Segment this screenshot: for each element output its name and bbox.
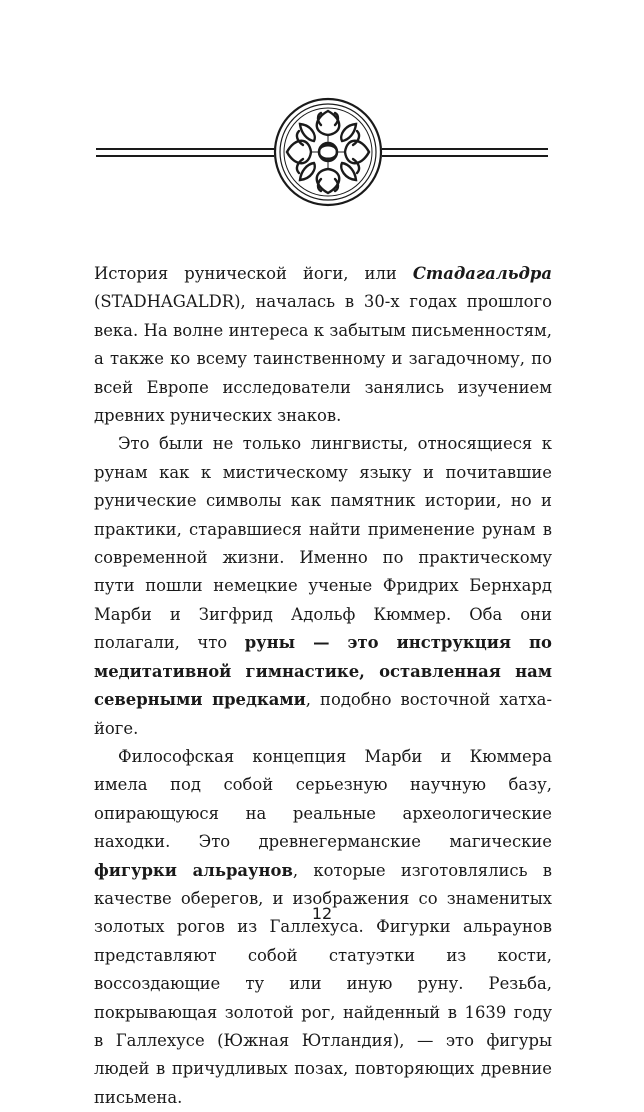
paragraph-2-segment-1: Это были не только лингвисты, относящиеся к рунам как к мистическому языку и почитавшие рунические символы как памятник истории, но и практики, старавшиеся найти применение рунам в современной жизни. Именно по практическому пути пошли немецкие ученые Фридрих Бернхард Марби и Зигфрид Адольф Кюммер. Оба они полагали, что [94,434,552,653]
ornament-rule-right-bottom [382,155,548,157]
body-text [94,260,552,1112]
paragraph-3-segment-3: , которые изготовлялись в качестве оберегов, и изображения со знаменитых золотых рогов из Галлехуса. Фигурки альраунов представляют собой статуэтки из кости, воссоздающие ту или иную руну. Резьба, покрывающая золотой рог, найденный в 1639 году в Галлехусе (Южная Ютландия), — это фигуры людей в причудливых позах, повторяющих древние письмена. [94,860,552,1107]
paragraph-2 [94,430,552,742]
paragraph-1 [94,260,552,430]
ornament-rule-left-top [96,148,274,150]
term-stadagaldra: Стадагальдра [412,264,552,283]
paragraph-2-segment-3: , подобно восточной хатха-йоге. [94,690,552,738]
emphasis-alraun-figures: фигурки альраунов [94,860,293,880]
ornament-rule-left-bottom [96,155,274,157]
paragraph-1-segment-1: История рунической йоги, или [94,264,413,283]
paragraph-1-segment-3: (STADHAGALDR), началась в 30-х годах прошлого века. На волне интереса к забытым письменностям, а также ко всему таинственному и загадочному, по всей Европе исследователи занялись изучением древних рунических знаков. [94,292,552,426]
ornament-rule-right-top [382,148,548,150]
emphasis-runes-instruction: руны — это инструкция по медитативной гимнастике, оставленная нам северными предками [94,633,552,710]
paragraph-3 [94,743,552,1112]
paragraph-3-segment-1: Философская концепция Марби и Кюммера имела под собой серьезную научную базу, опирающуюся на реальные археологические находки. Это древнегерманские магические [94,746,552,852]
chapter-ornament [0,95,644,220]
celtic-knot-medallion-icon [273,95,383,210]
page-number: 12 [311,904,333,923]
